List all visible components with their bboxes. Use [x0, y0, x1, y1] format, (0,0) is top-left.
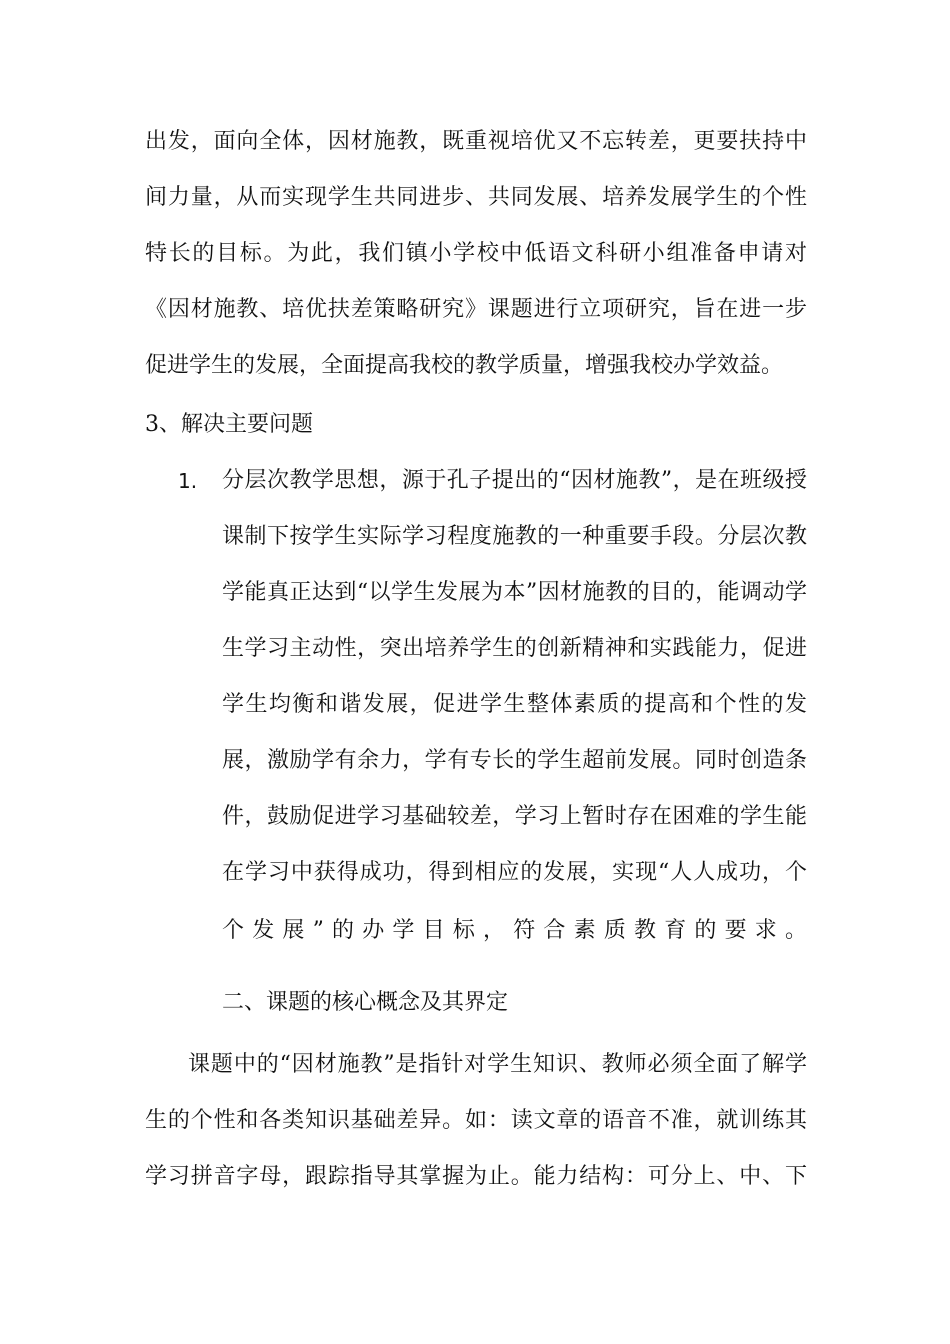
- paragraph-line: 出发，面向全体，因材施教，既重视培优又不忘转差，更要扶持中: [145, 129, 807, 154]
- paragraph-line: 课题中的“因材施教”是指针对学生知识、教师必须全面了解学: [188, 1052, 807, 1077]
- list-item-line: 个发展”的办学目标，符合素质教育的要求。: [222, 918, 807, 943]
- list-item-line: 学能真正达到“以学生发展为本”因材施教的目的，能调动学: [222, 580, 807, 605]
- section-heading: 3、解决主要问题: [145, 412, 313, 437]
- list-item-line: 生学习主动性，突出培养学生的创新精神和实践能力，促进: [222, 636, 807, 661]
- paragraph-line: 促进学生的发展，全面提高我校的教学质量，增强我校办学效益。: [145, 353, 784, 378]
- paragraph-line: 《因材施教、培优扶差策略研究》课题进行立项研究，旨在进一步: [145, 297, 807, 322]
- paragraph-line: 间力量，从而实现学生共同进步、共同发展、培养发展学生的个性: [145, 185, 807, 210]
- section-heading: 二、课题的核心概念及其界定: [222, 990, 509, 1015]
- list-number: 1.: [178, 469, 198, 493]
- list-item-line: 学生均衡和谐发展，促进学生整体素质的提高和个性的发: [222, 692, 807, 717]
- list-item-line: 展，激励学有余力，学有专长的学生超前发展。同时创造条: [222, 748, 807, 773]
- paragraph-line: 特长的目标。为此，我们镇小学校中低语文科研小组准备申请对: [145, 241, 807, 266]
- list-item-line: 分层次教学思想，源于孔子提出的“因材施教”，是在班级授: [222, 468, 807, 493]
- list-item-line: 件，鼓励促进学习基础较差，学习上暂时存在困难的学生能: [222, 804, 807, 829]
- paragraph-line: 学习拼音字母，跟踪指导其掌握为止。能力结构：可分上、中、下: [145, 1164, 807, 1189]
- list-item-line: 在学习中获得成功，得到相应的发展，实现“人人成功，个: [222, 860, 807, 885]
- paragraph-line: 生的个性和各类知识基础差异。如：读文章的语音不准，就训练其: [145, 1108, 807, 1133]
- list-item-line: 课制下按学生实际学习程度施教的一种重要手段。分层次教: [222, 524, 807, 549]
